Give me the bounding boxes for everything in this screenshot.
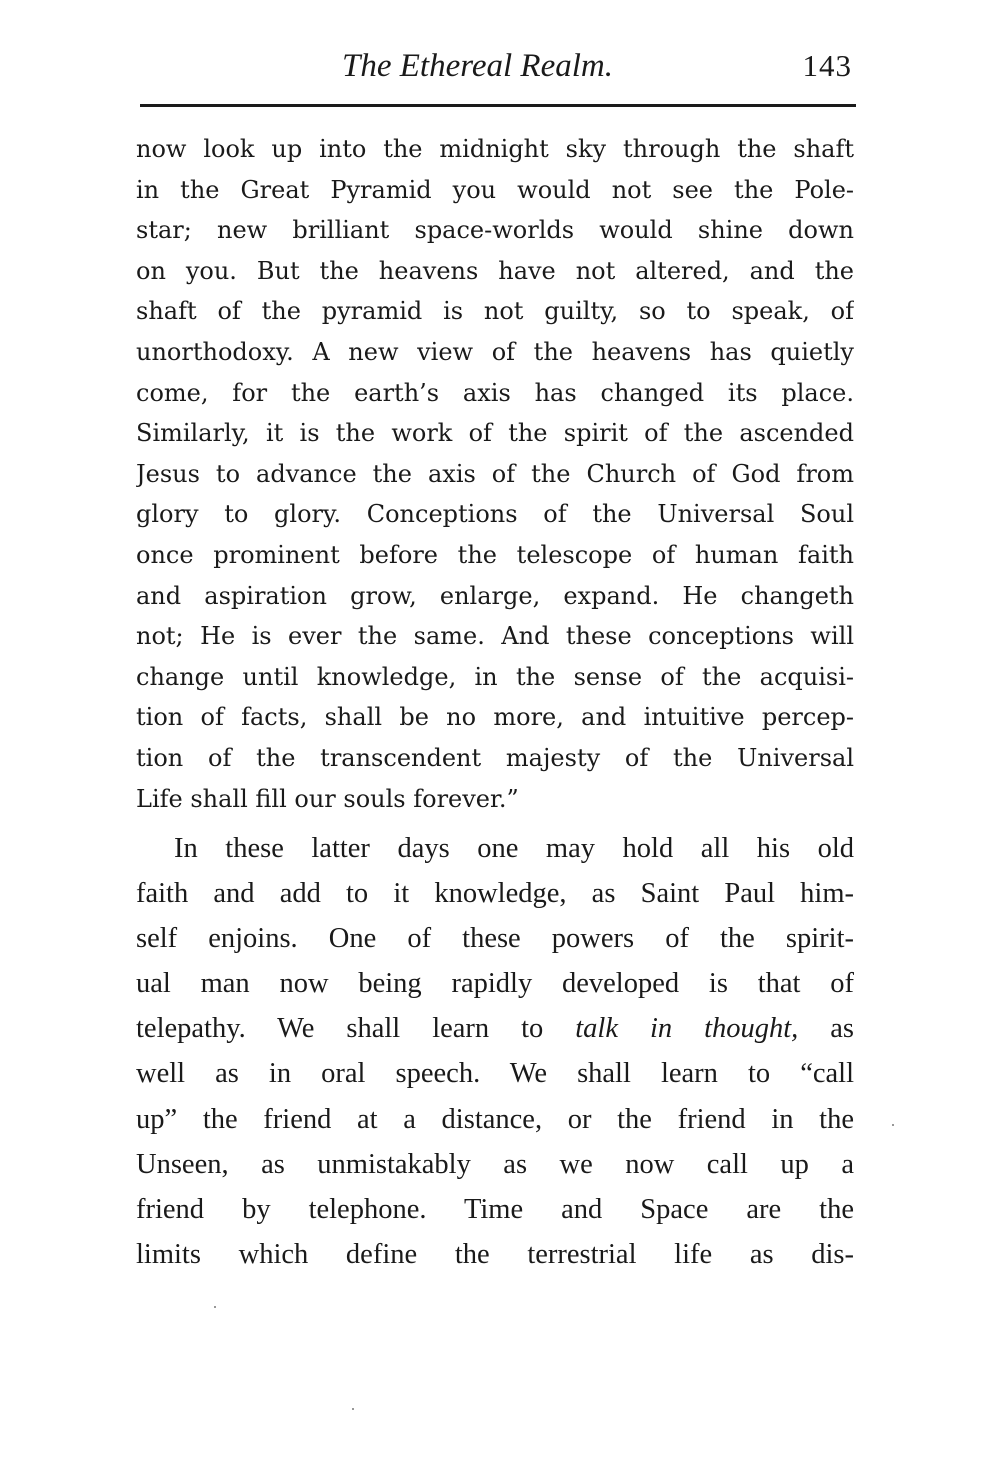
page-number: 143 [802, 48, 852, 83]
text-line: self enjoins. One of these powers of the spirit- [136, 923, 854, 955]
text-line: friend by telephone. Time and Space are the [136, 1193, 854, 1225]
text-line: up” the friend at a distance, or the friend in the [136, 1103, 854, 1135]
text-line: tion of facts, shall be no more, and intuitive percep- [136, 703, 854, 732]
page-header [136, 44, 856, 88]
text-line: ual man now being rapidly developed is that of [136, 968, 854, 1000]
text-line: and aspiration grow, enlarge, expand. He changeth [136, 581, 854, 610]
text-line: well as in oral speech. We shall learn to “call [136, 1058, 854, 1090]
text-line: Unseen, as unmistakably as we now call up a [136, 1148, 854, 1180]
text-line: unorthodoxy. A new view of the heavens has quietly [136, 337, 854, 366]
text-line: not; He is ever the same. And these conceptions will [136, 622, 854, 651]
main-paragraph [136, 826, 854, 1277]
text-line: shaft of the pyramid is not guilty, so to speak, of [136, 297, 854, 326]
italic-phrase: talk in thought, [575, 1013, 799, 1045]
text-line: on you. But the heavens have not altered, and the [136, 256, 854, 285]
text-line: faith and add to it knowledge, as Saint Paul him- [136, 878, 854, 910]
text-line: limits which define the terrestrial life as dis- [136, 1238, 854, 1270]
text-line: glory to glory. Conceptions of the Universal Soul [136, 500, 854, 529]
paper-speck [352, 1408, 354, 1410]
text-line: Life shall fill our souls forever.” [136, 784, 519, 813]
text-run: as [798, 1013, 854, 1045]
text-line: Jesus to advance the axis of the Church of God from [136, 459, 854, 488]
paper-speck [892, 1124, 894, 1126]
header-rule [140, 104, 856, 107]
text-line: now look up into the midnight sky through the shaft [136, 135, 854, 163]
text-line: star; new brilliant space-worlds would shine down [136, 216, 854, 245]
text-line: in the Great Pyramid you would not see the Pole- [136, 175, 854, 204]
text-line: In these latter days one may hold all his old [174, 833, 854, 864]
text-line: Similarly, it is the work of the spirit of the ascended [136, 419, 854, 448]
text-line: tion of the transcendent majesty of the Universal [136, 743, 854, 772]
quoted-paragraph [136, 129, 854, 819]
text-line: once prominent before the telescope of human faith [136, 540, 854, 569]
text-line: come, for the earth’s axis has changed its place. [136, 378, 854, 407]
paper-speck [214, 1306, 216, 1308]
text-line [136, 1006, 854, 1051]
running-title: The Ethereal Realm. [342, 48, 613, 84]
text-run: telepathy. We shall learn to [136, 1013, 576, 1045]
text-line: change until knowledge, in the sense of the acquisi- [136, 662, 854, 691]
